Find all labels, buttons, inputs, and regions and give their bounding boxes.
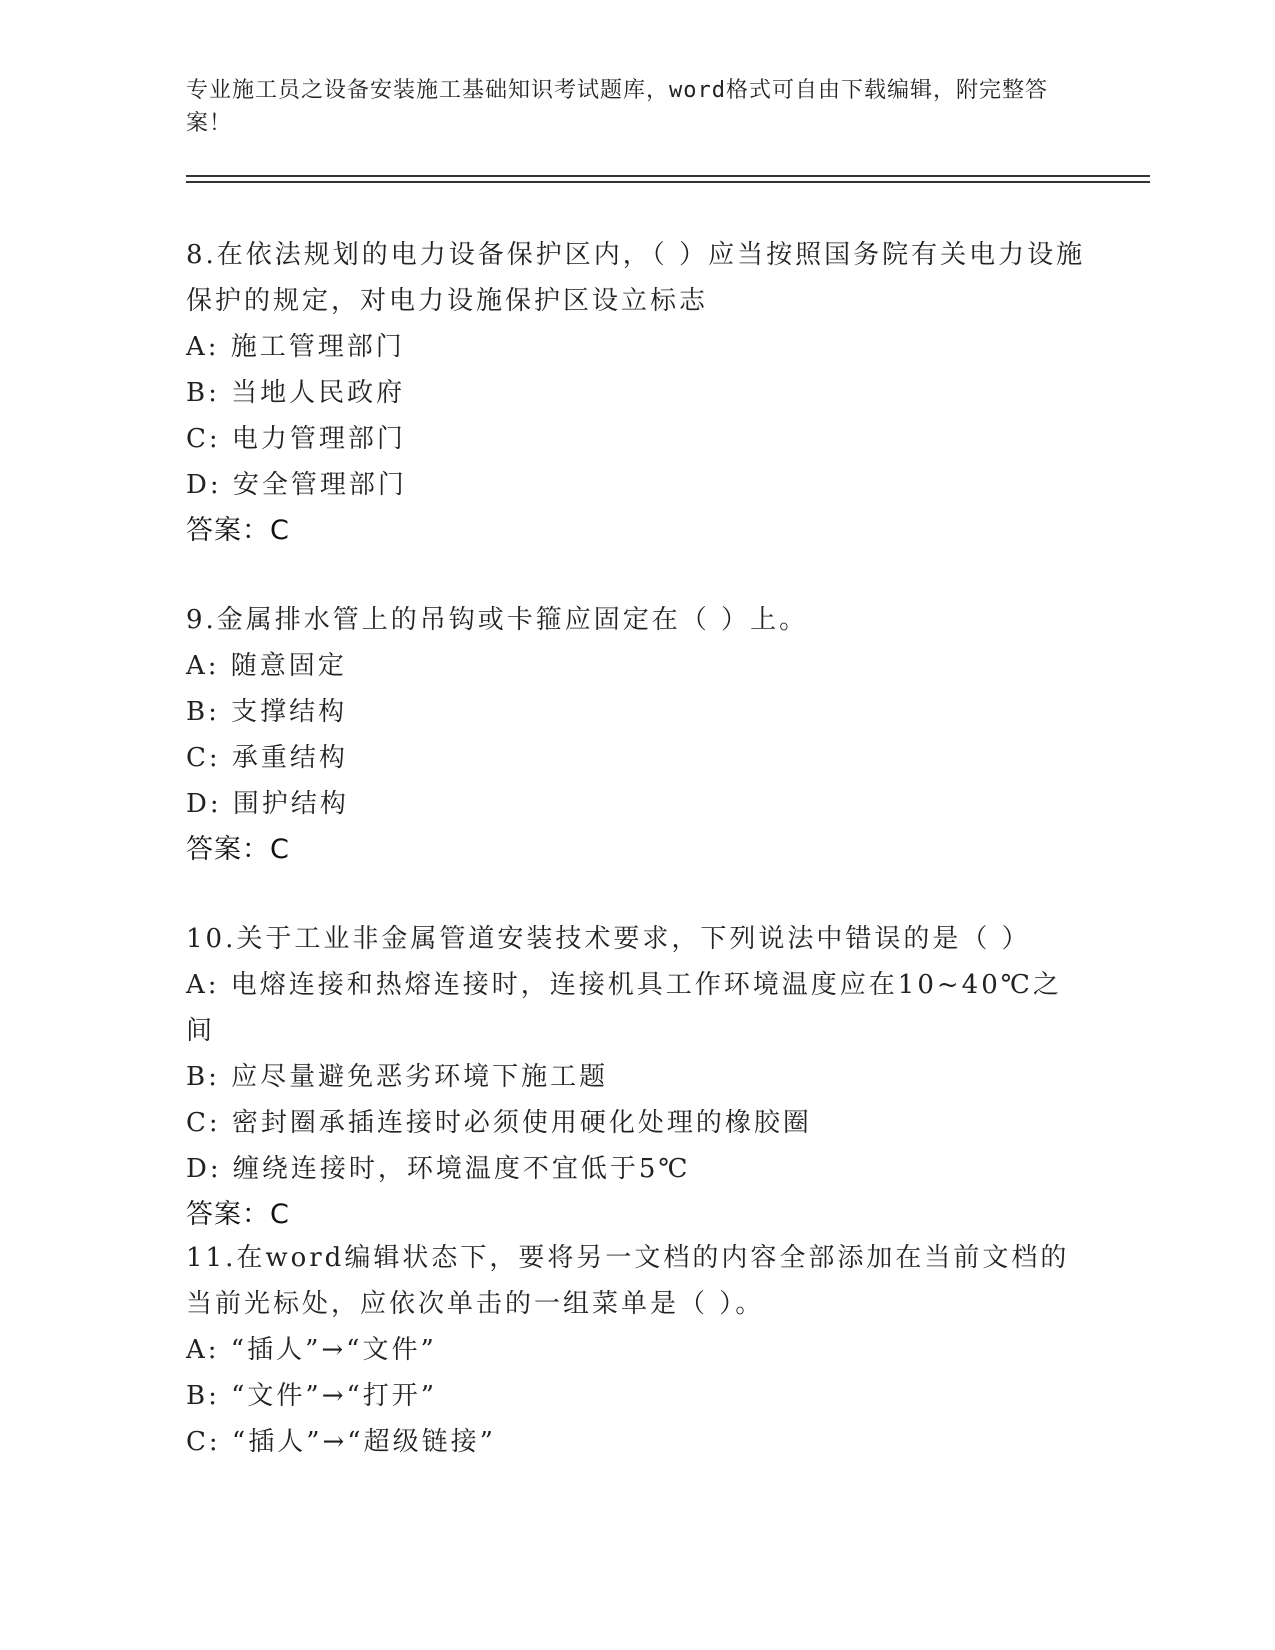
option-b: B: 支撑结构 [186, 697, 348, 727]
question-stem: 10.关于工业非金属管道安装技术要求，下列说法中错误的是（ ） [186, 924, 1031, 954]
option-d: D: 安全管理部门 [186, 470, 407, 500]
question-11 [186, 1235, 1086, 1465]
question-8 [186, 232, 1086, 554]
question-stem: 11.在word编辑状态下，要将另一文档的内容全部添加在当前文档的当前光标处，应依次单击的一组菜单是（ ）。 [186, 1243, 1070, 1319]
option-b: B: 应尽量避免恶劣环境下施工题 [186, 1062, 609, 1092]
option-a: A: 施工管理部门 [186, 332, 405, 362]
option-b: B: 当地人民政府 [186, 378, 406, 408]
option-c: C: 密封圈承插连接时必须使用硬化处理的橡胶圈 [186, 1108, 812, 1138]
question-10 [186, 916, 1086, 1238]
answer: 答案：C [186, 1199, 290, 1230]
option-c: C: 承重结构 [186, 743, 348, 773]
option-c: C: “插人”→“超级链接” [186, 1427, 496, 1457]
question-stem: 9.金属排水管上的吊钩或卡箍应固定在（ ）上。 [186, 605, 809, 635]
option-a: A: “插人”→“文件” [186, 1335, 437, 1365]
option-c: C: 电力管理部门 [186, 424, 406, 454]
option-d: D: 缠绕连接时，环境温度不宜低于5℃ [186, 1154, 691, 1184]
answer: 答案：C [186, 834, 290, 865]
question-9 [186, 597, 1086, 873]
option-a: A: 随意固定 [186, 651, 347, 681]
header-divider-bottom [186, 181, 1150, 183]
header-divider-top [186, 175, 1150, 177]
option-b: B: “文件”→“打开” [186, 1381, 438, 1411]
option-d: D: 围护结构 [186, 789, 349, 819]
question-stem: 8.在依法规划的电力设备保护区内，（ ）应当按照国务院有关电力设施保护的规定，对电力设施保护区设立标志 [186, 240, 1086, 316]
option-a: A: 电熔连接和热熔连接时，连接机具工作环境温度应在10~40℃之间 [186, 970, 1062, 1046]
answer: 答案：C [186, 515, 290, 546]
document-header: 专业施工员之设备安装施工基础知识考试题库，word格式可自由下载编辑，附完整答案！ [186, 78, 1048, 136]
